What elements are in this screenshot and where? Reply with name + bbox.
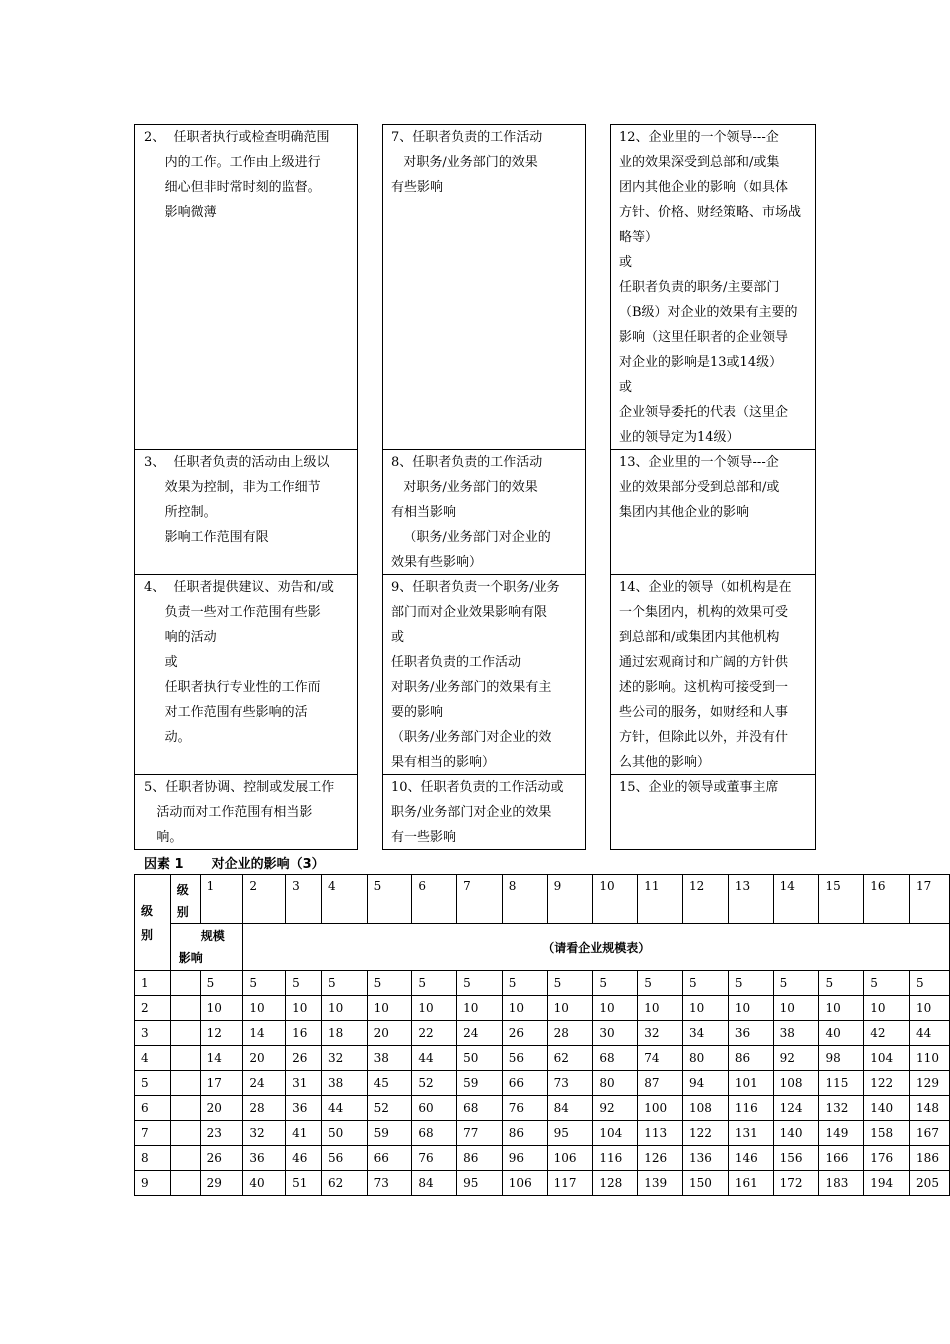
points-cell: 18	[321, 1021, 367, 1046]
points-cell: 146	[728, 1146, 773, 1171]
points-cell: 10	[593, 996, 638, 1021]
points-cell: 166	[819, 1146, 864, 1171]
points-cell: 115	[819, 1071, 864, 1096]
level-9-description	[391, 575, 560, 775]
description-line: 职务/业务部门对企业的效果	[391, 805, 552, 820]
points-cell: 5	[638, 971, 683, 996]
description-line: 3、 任职者负责的活动由上级以	[144, 455, 330, 470]
points-cell: 10	[547, 996, 593, 1021]
points-cell: 84	[412, 1171, 457, 1196]
description-line: 方针，但除此以外，并没有什	[619, 730, 789, 745]
points-table	[134, 874, 950, 1196]
grade-cell: 2	[135, 996, 171, 1021]
points-cell: 80	[593, 1071, 638, 1096]
points-cell: 73	[367, 1171, 412, 1196]
scale-header-line: 影响	[178, 951, 203, 965]
points-cell: 106	[502, 1171, 547, 1196]
points-cell: 44	[321, 1096, 367, 1121]
points-cell: 16	[286, 1021, 322, 1046]
points-cell: 59	[457, 1071, 503, 1096]
points-cell: 45	[367, 1071, 412, 1096]
level-header: 3	[286, 875, 322, 924]
description-line: 业的效果深受到总部和/或集	[619, 155, 780, 170]
points-cell: 150	[683, 1171, 729, 1196]
grade-cell: 7	[135, 1121, 171, 1146]
level-15-description	[619, 775, 779, 800]
level-12-description	[619, 125, 801, 450]
points-cell: 62	[547, 1046, 593, 1071]
description-line: 或	[619, 380, 633, 395]
points-cell: 38	[321, 1071, 367, 1096]
description-line: 集团内其他企业的影响	[619, 505, 750, 520]
points-cell: 14	[200, 1046, 243, 1071]
points-cell: 40	[243, 1171, 286, 1196]
points-cell: 5	[593, 971, 638, 996]
points-cell: 68	[457, 1096, 503, 1121]
points-cell: 44	[910, 1021, 950, 1046]
points-cell: 108	[773, 1071, 819, 1096]
description-line: 5、任职者协调、控制或发展工作	[144, 780, 335, 795]
points-cell: 14	[243, 1021, 286, 1046]
points-cell: 5	[502, 971, 547, 996]
points-cell: 183	[819, 1171, 864, 1196]
points-cell: 74	[638, 1046, 683, 1071]
scale-header-cell	[170, 924, 243, 971]
table-row	[135, 1021, 950, 1046]
points-cell: 40	[819, 1021, 864, 1046]
points-cell: 86	[728, 1046, 773, 1071]
description-line: 效果有些影响）	[391, 555, 483, 570]
description-line: 任职者执行专业性的工作而	[144, 680, 321, 695]
points-cell: 32	[321, 1046, 367, 1071]
points-cell: 20	[367, 1021, 412, 1046]
empty-cell	[170, 1021, 200, 1046]
empty-cell	[170, 1146, 200, 1171]
level-header: 5	[367, 875, 412, 924]
description-line: （B级）对企业的效果有主要的	[619, 305, 798, 320]
level-header: 8	[502, 875, 547, 924]
table-row	[135, 1046, 950, 1071]
points-cell: 104	[864, 1046, 910, 1071]
points-cell: 84	[547, 1096, 593, 1121]
description-line: 14、企业的领导（如机构是在	[619, 580, 792, 595]
table-row	[135, 1171, 950, 1196]
points-cell: 22	[412, 1021, 457, 1046]
description-line: 影响（这里任职者的企业领导	[619, 330, 789, 345]
description-line: 果有相当的影响）	[391, 755, 496, 770]
points-cell: 10	[502, 996, 547, 1021]
grade-cell: 4	[135, 1046, 171, 1071]
grade-header-char: 级	[141, 903, 154, 918]
grade-header-char: 别	[141, 927, 154, 942]
points-cell: 80	[683, 1046, 729, 1071]
description-line: 8、任职者负责的工作活动	[391, 455, 543, 470]
level-header: 4	[321, 875, 367, 924]
points-cell: 60	[412, 1096, 457, 1121]
points-cell: 116	[593, 1146, 638, 1171]
level-header: 6	[412, 875, 457, 924]
level-header-cell	[170, 875, 200, 924]
description-line: 或	[391, 630, 405, 645]
points-cell: 5	[773, 971, 819, 996]
description-line: 有相当影响	[391, 505, 457, 520]
points-cell: 129	[910, 1071, 950, 1096]
scale-header-line: 规模	[200, 929, 225, 943]
points-cell: 5	[547, 971, 593, 996]
points-cell: 87	[638, 1071, 683, 1096]
level-8-description	[391, 450, 551, 575]
table-row	[135, 1146, 950, 1171]
points-cell: 24	[457, 1021, 503, 1046]
points-cell: 29	[200, 1171, 243, 1196]
level-header: 7	[457, 875, 503, 924]
description-line: 12、企业里的一个领导---企	[619, 130, 779, 145]
description-line: 一个集团内，机构的效果可受	[619, 605, 789, 620]
description-line: 些公司的服务，如财经和人事	[619, 705, 789, 720]
description-line: 任职者负责的职务/主要部门	[619, 280, 780, 295]
grade-cell: 1	[135, 971, 171, 996]
points-cell: 110	[910, 1046, 950, 1071]
description-line: （职务/业务部门对企业的	[391, 530, 551, 545]
points-cell: 5	[683, 971, 729, 996]
points-cell: 66	[502, 1071, 547, 1096]
grade-cell: 9	[135, 1171, 171, 1196]
points-cell: 10	[910, 996, 950, 1021]
points-cell: 76	[412, 1146, 457, 1171]
level-header-char: 别	[176, 905, 189, 919]
level-header: 12	[683, 875, 729, 924]
description-line: 15、企业的领导或董事主席	[619, 780, 779, 795]
level-header: 16	[864, 875, 910, 924]
points-cell: 5	[819, 971, 864, 996]
description-line: 有些影响	[391, 180, 444, 195]
description-line: 么其他的影响）	[619, 755, 711, 770]
points-cell: 26	[200, 1146, 243, 1171]
points-cell: 5	[728, 971, 773, 996]
points-cell: 92	[593, 1096, 638, 1121]
points-cell: 113	[638, 1121, 683, 1146]
points-cell: 108	[683, 1096, 729, 1121]
points-cell: 50	[321, 1121, 367, 1146]
points-cell: 116	[728, 1096, 773, 1121]
points-cell: 59	[367, 1121, 412, 1146]
points-cell: 101	[728, 1071, 773, 1096]
level-header: 2	[243, 875, 286, 924]
points-cell: 36	[728, 1021, 773, 1046]
description-line: （职务/业务部门对企业的效	[391, 730, 552, 745]
description-line: 13、企业里的一个领导---企	[619, 455, 779, 470]
points-cell: 20	[200, 1096, 243, 1121]
points-cell: 161	[728, 1171, 773, 1196]
points-cell: 124	[773, 1096, 819, 1121]
points-cell: 5	[286, 971, 322, 996]
description-line: 业的效果部分受到总部和/或	[619, 480, 780, 495]
level-header-char: 级	[176, 883, 189, 897]
level-header: 17	[910, 875, 950, 924]
description-line: 部门而对企业效果影响有限	[391, 605, 548, 620]
description-line: 所控制。	[144, 505, 217, 520]
points-cell: 42	[864, 1021, 910, 1046]
description-line: 方针、价格、财经策略、市场战	[619, 205, 802, 220]
points-cell: 26	[286, 1046, 322, 1071]
points-cell: 10	[243, 996, 286, 1021]
points-cell: 194	[864, 1171, 910, 1196]
empty-cell	[170, 996, 200, 1021]
level-header: 1	[200, 875, 243, 924]
description-line: 对企业的影响是13或14级）	[619, 355, 783, 370]
points-cell: 158	[864, 1121, 910, 1146]
points-cell: 5	[910, 971, 950, 996]
level-header: 10	[593, 875, 638, 924]
points-cell: 10	[367, 996, 412, 1021]
points-cell: 76	[502, 1096, 547, 1121]
grade-cell: 6	[135, 1096, 171, 1121]
points-cell: 51	[286, 1171, 322, 1196]
points-cell: 140	[773, 1121, 819, 1146]
description-line: 影响工作范围有限	[144, 530, 269, 545]
table-row	[135, 996, 950, 1021]
points-cell: 10	[773, 996, 819, 1021]
points-cell: 56	[502, 1046, 547, 1071]
points-cell: 148	[910, 1096, 950, 1121]
description-line: 负责一些对工作范围有些影	[144, 605, 321, 620]
empty-cell	[170, 1121, 200, 1146]
points-cell: 66	[367, 1146, 412, 1171]
points-cell: 149	[819, 1121, 864, 1146]
points-cell: 77	[457, 1121, 503, 1146]
points-cell: 122	[864, 1071, 910, 1096]
description-line: 到总部和/或集团内其他机构	[619, 630, 780, 645]
points-cell: 36	[243, 1146, 286, 1171]
points-cell: 140	[864, 1096, 910, 1121]
description-line: 企业领导委托的代表（这里企	[619, 405, 789, 420]
description-line: 或	[619, 255, 633, 270]
description-line: 10、任职者负责的工作活动或	[391, 780, 564, 795]
empty-cell	[170, 1096, 200, 1121]
empty-cell	[170, 1171, 200, 1196]
points-cell: 17	[200, 1071, 243, 1096]
description-line: 动。	[144, 730, 191, 745]
points-cell: 104	[593, 1121, 638, 1146]
level-4-description	[144, 575, 334, 750]
points-cell: 132	[819, 1096, 864, 1121]
points-cell: 5	[321, 971, 367, 996]
table-row	[135, 1096, 950, 1121]
points-cell: 31	[286, 1071, 322, 1096]
points-cell: 10	[728, 996, 773, 1021]
points-cell: 176	[864, 1146, 910, 1171]
points-cell: 41	[286, 1121, 322, 1146]
description-line: 对职务/业务部门的效果	[391, 155, 538, 170]
points-cell: 10	[819, 996, 864, 1021]
description-line: 业的领导定为14级）	[619, 430, 740, 445]
points-cell: 10	[683, 996, 729, 1021]
points-cell: 96	[502, 1146, 547, 1171]
description-line: 任职者负责的工作活动	[391, 655, 522, 670]
points-cell: 128	[593, 1171, 638, 1196]
table-row	[135, 971, 950, 996]
grade-header-cell	[135, 875, 171, 971]
points-cell: 28	[243, 1096, 286, 1121]
points-cell: 56	[321, 1146, 367, 1171]
points-cell: 46	[286, 1146, 322, 1171]
points-cell: 10	[412, 996, 457, 1021]
points-cell: 205	[910, 1171, 950, 1196]
points-cell: 68	[593, 1046, 638, 1071]
points-cell: 32	[638, 1021, 683, 1046]
description-line: 述的影响。这机构可接受到一	[619, 680, 789, 695]
points-cell: 28	[547, 1021, 593, 1046]
description-line: 4、 任职者提供建议、劝告和/或	[144, 580, 334, 595]
empty-cell	[170, 1071, 200, 1096]
level-header: 15	[819, 875, 864, 924]
description-line: 对职务/业务部门的效果有主	[391, 680, 552, 695]
points-cell: 106	[547, 1146, 593, 1171]
factor-heading: 对企业的影响（3）	[211, 857, 325, 872]
empty-cell	[170, 971, 200, 996]
description-line: 影响微薄	[144, 205, 217, 220]
points-cell: 172	[773, 1171, 819, 1196]
points-cell: 26	[502, 1021, 547, 1046]
points-cell: 12	[200, 1021, 243, 1046]
points-cell: 38	[367, 1046, 412, 1071]
points-cell: 24	[243, 1071, 286, 1096]
description-line: 团内其他企业的影响（如具体	[619, 180, 789, 195]
points-cell: 122	[683, 1121, 729, 1146]
points-cell: 62	[321, 1171, 367, 1196]
description-line: 内的工作。工作由上级进行	[144, 155, 321, 170]
level-14-description	[619, 575, 792, 775]
points-cell: 10	[457, 996, 503, 1021]
level-3-description	[144, 450, 330, 550]
points-cell: 10	[638, 996, 683, 1021]
points-cell: 68	[412, 1121, 457, 1146]
points-cell: 5	[457, 971, 503, 996]
table-row	[135, 1121, 950, 1146]
points-cell: 86	[457, 1146, 503, 1171]
points-cell: 5	[864, 971, 910, 996]
points-cell: 167	[910, 1121, 950, 1146]
description-line: 略等）	[619, 230, 659, 245]
points-cell: 52	[412, 1071, 457, 1096]
points-cell: 34	[683, 1021, 729, 1046]
description-line: 7、任职者负责的工作活动	[391, 130, 543, 145]
level-13-description	[619, 450, 779, 525]
points-cell: 73	[547, 1071, 593, 1096]
level-7-description	[391, 125, 542, 200]
description-line: 细心但非时常时刻的监督。	[144, 180, 321, 195]
factor-title	[144, 853, 325, 872]
points-cell: 32	[243, 1121, 286, 1146]
factor-label: 因素 1	[144, 857, 184, 872]
description-line: 要的影响	[391, 705, 444, 720]
level-header: 14	[773, 875, 819, 924]
description-line: 活动而对工作范围有相当影	[144, 805, 313, 820]
points-cell: 95	[457, 1171, 503, 1196]
points-cell: 94	[683, 1071, 729, 1096]
points-cell: 10	[864, 996, 910, 1021]
points-cell: 23	[200, 1121, 243, 1146]
points-cell: 10	[286, 996, 322, 1021]
grade-cell: 3	[135, 1021, 171, 1046]
points-cell: 5	[200, 971, 243, 996]
points-cell: 95	[547, 1121, 593, 1146]
description-line: 对职务/业务部门的效果	[391, 480, 538, 495]
points-cell: 36	[286, 1096, 322, 1121]
description-line: 或	[144, 655, 178, 670]
empty-cell	[170, 1046, 200, 1071]
points-cell: 92	[773, 1046, 819, 1071]
points-cell: 10	[200, 996, 243, 1021]
header-row-levels	[135, 875, 950, 924]
points-cell: 131	[728, 1121, 773, 1146]
level-header: 9	[547, 875, 593, 924]
grade-cell: 5	[135, 1071, 171, 1096]
points-cell: 136	[683, 1146, 729, 1171]
points-cell: 186	[910, 1146, 950, 1171]
level-10-description	[391, 775, 564, 850]
points-cell: 117	[547, 1171, 593, 1196]
level-2-description	[144, 125, 330, 225]
points-cell: 126	[638, 1146, 683, 1171]
description-line: 2、 任职者执行或检查明确范围	[144, 130, 330, 145]
scale-note: （请看企业规模表）	[243, 924, 950, 971]
level-5-description	[144, 775, 334, 850]
description-line: 有一些影响	[391, 830, 457, 845]
points-cell: 38	[773, 1021, 819, 1046]
points-cell: 5	[367, 971, 412, 996]
points-cell: 86	[502, 1121, 547, 1146]
points-cell: 52	[367, 1096, 412, 1121]
points-cell: 100	[638, 1096, 683, 1121]
points-cell: 10	[321, 996, 367, 1021]
level-header: 13	[728, 875, 773, 924]
points-cell: 98	[819, 1046, 864, 1071]
points-cell: 44	[412, 1046, 457, 1071]
points-cell: 5	[243, 971, 286, 996]
table-row	[135, 1071, 950, 1096]
description-line: 通过宏观商讨和广阔的方针供	[619, 655, 789, 670]
points-cell: 30	[593, 1021, 638, 1046]
points-cell: 5	[412, 971, 457, 996]
points-cell: 50	[457, 1046, 503, 1071]
description-line: 对工作范围有些影响的活	[144, 705, 308, 720]
level-header: 11	[638, 875, 683, 924]
header-row-scale	[135, 924, 950, 971]
points-cell: 156	[773, 1146, 819, 1171]
grade-cell: 8	[135, 1146, 171, 1171]
description-line: 9、任职者负责一个职务/业务	[391, 580, 560, 595]
points-cell: 139	[638, 1171, 683, 1196]
points-cell: 20	[243, 1046, 286, 1071]
description-line: 响。	[144, 830, 183, 845]
description-line: 效果为控制，非为工作细节	[144, 480, 321, 495]
description-line: 响的活动	[144, 630, 217, 645]
